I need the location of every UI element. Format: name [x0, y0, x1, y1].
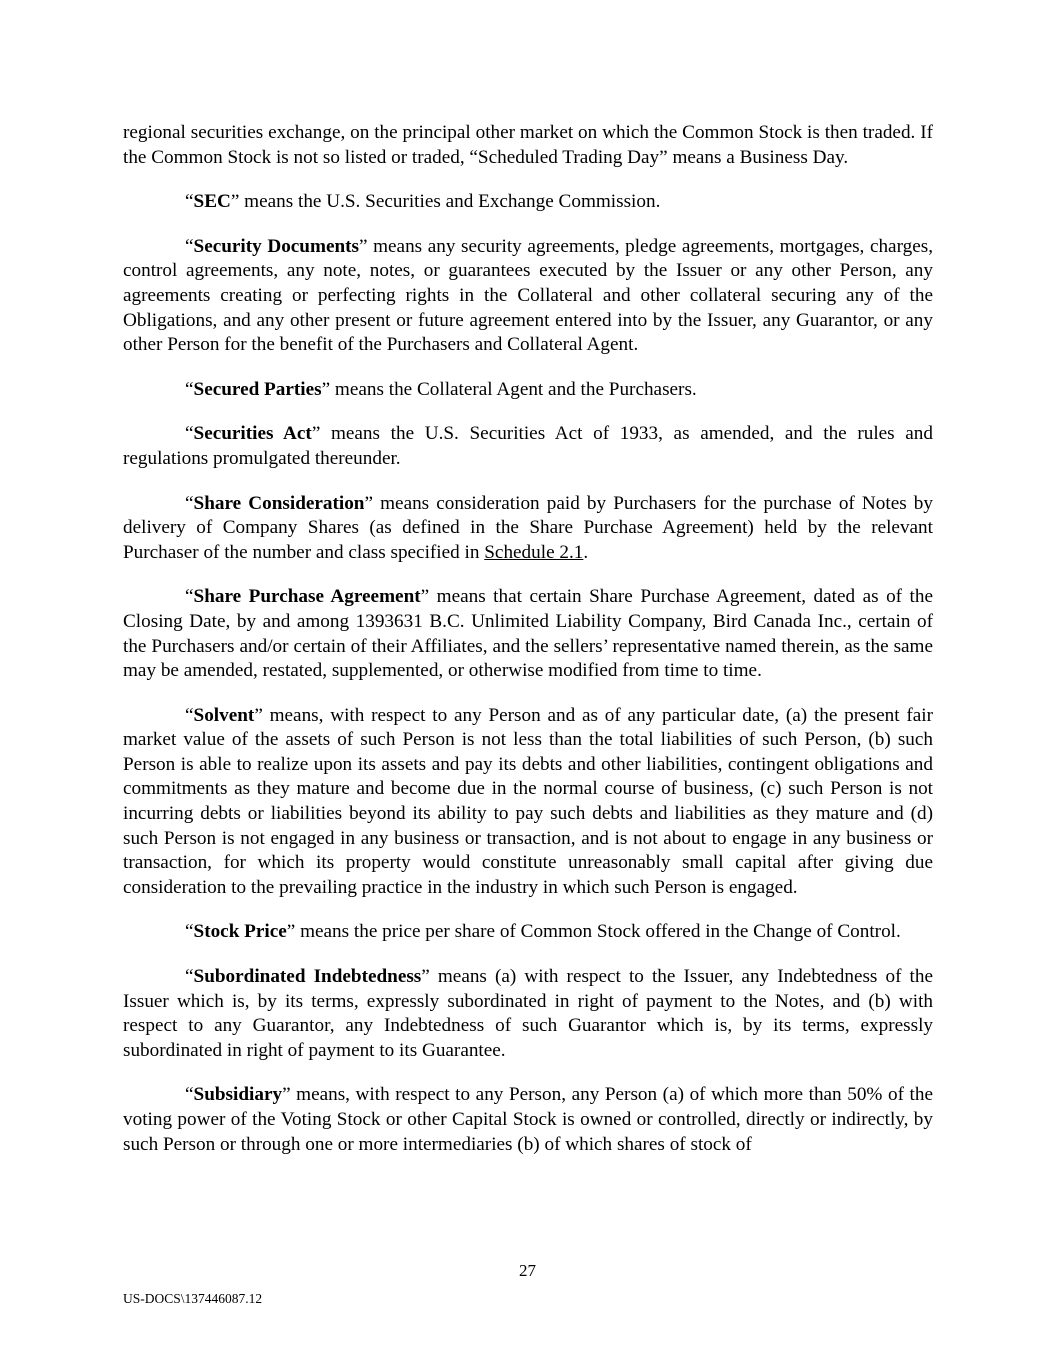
defined-term-security-documents: Security Documents [193, 235, 359, 257]
definition-text-share-consideration: ” means consideration paid by Purchasers for the purchase of Notes by delivery of Company Shares (as defined in the Share Purchase Agreement) held by the relevant Purchaser of the number and class specified in [123, 492, 933, 563]
definition-text-security-documents: ” means any security agreements, pledge agreements, mortgages, charges, control agreements, any note, notes, or guarantees executed by the Issuer or any other Person, any agreements creating or perfecting rights in the Collateral and other collateral securing any of the Obligations, and any other present or future agreement entered into by the Issuer, any Guarantor, or any other Person for the benefit of the Purchasers and Collateral Agent. [123, 235, 933, 356]
open-quote: “ [185, 423, 194, 445]
definition-text-stock-price: ” means the price per share of Common Stock offered in the Change of Control. [286, 921, 901, 943]
definition-solvent [123, 704, 933, 901]
open-quote: “ [185, 492, 194, 514]
document-id-stamp: US-DOCS\137446087.12 [123, 1291, 263, 1306]
paragraph-scheduled-trading-day-continuation: regional securities exchange, on the principal other market on which the Common Stock is then traded. If the Common Stock is not so listed or traded, “Scheduled Trading Day” means a Business Day. [123, 122, 933, 168]
defined-term-stock-price: Stock Price [193, 921, 287, 943]
definition-share-purchase-agreement [123, 585, 933, 683]
defined-term-solvent: Solvent [193, 704, 255, 726]
page-body-text [123, 121, 933, 1177]
definition-text-solvent: ” means, with respect to any Person and as of any particular date, (a) the present fair market value of the assets of such Person is not less than the total liabilities of such Person, (b) such Person is able to realize upon its assets and pay its debts and other liabilities, contingent obligations and commitments as they mature and become due in the normal course of business, (c) such Person is not incurring debts or liabilities beyond its ability to pay such debts and liabilities as they mature and (d) such Person is not engaged in any business or transaction, and is not about to engage in any business or transaction, for which its property would constitute unreasonably small capital after giving due consideration to the prevailing practice in the industry in which such Person is engaged. [123, 704, 933, 898]
definition-subordinated-indebtedness [123, 965, 933, 1063]
open-quote: “ [185, 1084, 194, 1106]
schedule-2-1-reference: Schedule 2.1 [484, 541, 584, 563]
definition-subsidiary [123, 1083, 933, 1157]
defined-term-secured-parties: Secured Parties [193, 378, 322, 400]
definition-text-securities-act: ” means the U.S. Securities Act of 1933, as amended, and the rules and regulations promulgated thereunder. [123, 423, 933, 469]
open-quote: “ [185, 966, 194, 988]
definition-sec [123, 190, 933, 215]
page-number: 27 [519, 1261, 536, 1280]
defined-term-subordinated-indebtedness: Subordinated Indebtedness [193, 966, 422, 988]
defined-term-securities-act: Securities Act [193, 423, 312, 445]
definition-text-share-purchase-agreement: ” means that certain Share Purchase Agreement, dated as of the Closing Date, by and among 1393631 B.C. Unlimited Liability Company, Bird Canada Inc., certain of the Purchasers and/or certain of their Affiliates, and the sellers’ representative named therein, as the same may be amended, restated, supplemented, or otherwise modified from time to time. [123, 586, 934, 682]
defined-term-sec: SEC [193, 191, 231, 213]
definition-text-sec: ” means the U.S. Securities and Exchange Commission. [230, 191, 661, 213]
defined-term-subsidiary: Subsidiary [193, 1084, 283, 1106]
definition-securities-act [123, 422, 933, 471]
definition-share-consideration [123, 492, 933, 566]
open-quote: “ [185, 235, 194, 257]
open-quote: “ [185, 378, 194, 400]
definition-text-subordinated-indebtedness: ” means (a) with respect to the Issuer, any Indebtedness of the Issuer which is, by its terms, expressly subordinated in right of payment to the Notes, and (b) with respect to any Guarantor, any Indebtedness of such Guarantor which is, by its terms, expressly subordinated in right of payment to its Guarantee. [123, 966, 933, 1061]
open-quote: “ [185, 586, 194, 608]
defined-term-share-consideration: Share Consideration [193, 492, 365, 514]
open-quote: “ [185, 921, 194, 943]
open-quote: “ [185, 191, 194, 213]
definition-security-documents [123, 235, 933, 358]
definition-secured-parties [123, 378, 933, 403]
defined-term-share-purchase-agreement: Share Purchase Agreement [193, 586, 421, 608]
open-quote: “ [185, 704, 194, 726]
definition-end-share-consideration: . [583, 541, 589, 563]
definition-stock-price [123, 920, 933, 945]
definition-text-secured-parties: ” means the Collateral Agent and the Purchasers. [321, 378, 697, 400]
definition-text-subsidiary: ” means, with respect to any Person, any Person (a) of which more than 50% of the voting power of the Voting Stock or other Capital Stock is owned or controlled, directly or indirectly, by such Person or through one or more intermediaries (b) of which shares of stock of [123, 1084, 933, 1155]
